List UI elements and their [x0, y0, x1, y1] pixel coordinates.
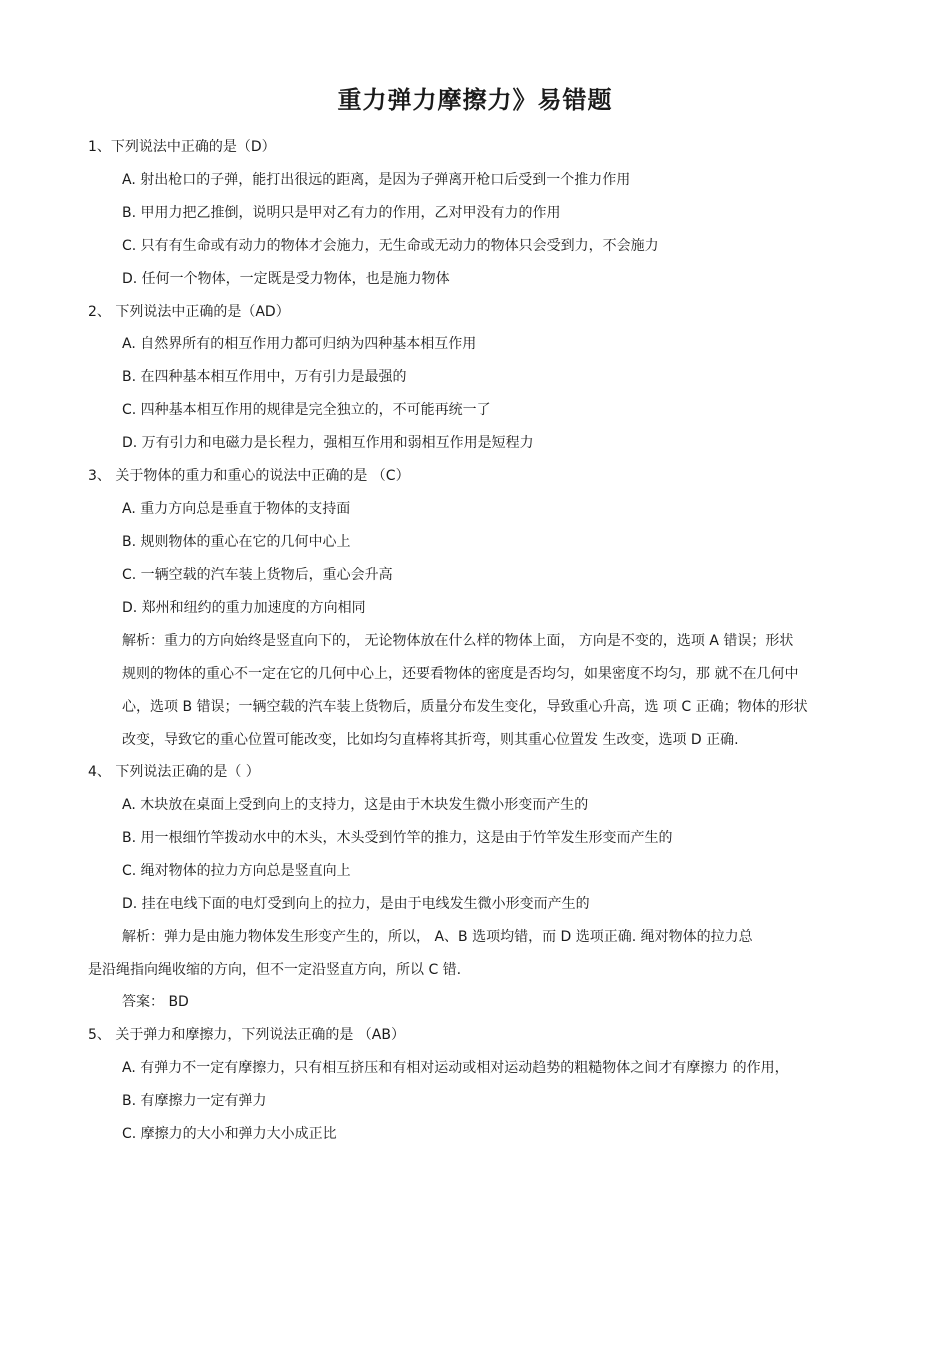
question-4-option-c: C. 绳对物体的拉力方向总是竖直向上	[122, 863, 351, 879]
question-3-stem: 3、 关于物体的重力和重心的说法中正确的是 （C）	[88, 468, 410, 484]
question-4-explanation-line-1: 解析：弹力是由施力物体发生形变产生的，所以， A、B 选项均错，而 D 选项正确. 绳对物体的拉力总	[122, 929, 753, 945]
question-1-stem: 1、下列说法中正确的是（D）	[88, 139, 276, 155]
question-3-option-c: C. 一辆空载的汽车装上货物后，重心会升高	[122, 567, 393, 583]
question-4-option-a: A. 木块放在桌面上受到向上的支持力，这是由于木块发生微小形变而产生的	[122, 797, 589, 813]
question-2-stem: 2、 下列说法中正确的是（AD）	[88, 304, 290, 320]
question-4-option-b: B. 用一根细竹竿拨动水中的木头，木头受到竹竿的推力，这是由于竹竿发生形变而产生的	[122, 830, 673, 846]
question-5-option-b: B. 有摩擦力一定有弹力	[122, 1093, 267, 1109]
question-1-option-a: A. 射出枪口的子弹，能打出很远的距离，是因为子弹离开枪口后受到一个推力作用	[122, 172, 631, 188]
question-5-option-c: C. 摩擦力的大小和弹力大小成正比	[122, 1126, 337, 1142]
question-2-option-b: B. 在四种基本相互作用中，万有引力是最强的	[122, 369, 407, 385]
question-3-option-a: A. 重力方向总是垂直于物体的支持面	[122, 501, 351, 517]
question-2-option-d: D. 万有引力和电磁力是长程力，强相互作用和弱相互作用是短程力	[122, 435, 534, 451]
question-1-option-c: C. 只有有生命或有动力的物体才会施力，无生命或无动力的物体只会受到力，不会施力	[122, 238, 659, 254]
page-title: 重力弹力摩擦力》易错题	[337, 86, 613, 114]
question-5-stem: 5、 关于弹力和摩擦力，下列说法正确的是 （AB）	[88, 1027, 405, 1043]
question-1-option-b: B. 甲用力把乙推倒，说明只是甲对乙有力的作用，乙对甲没有力的作用	[122, 205, 561, 221]
question-3-explanation-line-3: 心，选项 B 错误；一辆空载的汽车装上货物后，质量分布发生变化，导致重心升高，选 项 C 正确；物体的形状	[122, 699, 808, 715]
question-3-explanation-line-4: 改变，导致它的重心位置可能改变，比如均匀直棒将其折弯，则其重心位置发 生改变，选项 D 正确.	[122, 732, 739, 748]
question-3-explanation-line-1: 解析：重力的方向始终是竖直向下的， 无论物体放在什么样的物体上面， 方向是不变的，选项 A 错误；形状	[122, 633, 794, 649]
question-2-option-c: C. 四种基本相互作用的规律是完全独立的，不可能再统一了	[122, 402, 491, 418]
question-4-stem: 4、 下列说法正确的是（ ）	[88, 764, 260, 780]
question-4-option-d: D. 挂在电线下面的电灯受到向上的拉力，是由于电线发生微小形变而产生的	[122, 896, 590, 912]
question-3-explanation-line-2: 规则的物体的重心不一定在它的几何中心上，还要看物体的密度是否均匀，如果密度不均匀，那 就不在几何中	[122, 666, 799, 682]
question-4-explanation-line-2: 是沿绳指向绳收缩的方向，但不一定沿竖直方向，所以 C 错.	[88, 962, 462, 978]
question-2-option-a: A. 自然界所有的相互作用力都可归纳为四种基本相互作用	[122, 336, 477, 352]
question-1-option-d: D. 任何一个物体，一定既是受力物体，也是施力物体	[122, 271, 450, 287]
question-5-option-a: A. 有弹力不一定有摩擦力，只有相互挤压和有相对运动或相对运动趋势的粗糙物体之间才有摩擦力 的作用，	[122, 1060, 789, 1076]
question-4-answer: 答案： BD	[122, 994, 189, 1010]
question-3-option-b: B. 规则物体的重心在它的几何中心上	[122, 534, 351, 550]
question-3-option-d: D. 郑州和纽约的重力加速度的方向相同	[122, 600, 366, 616]
